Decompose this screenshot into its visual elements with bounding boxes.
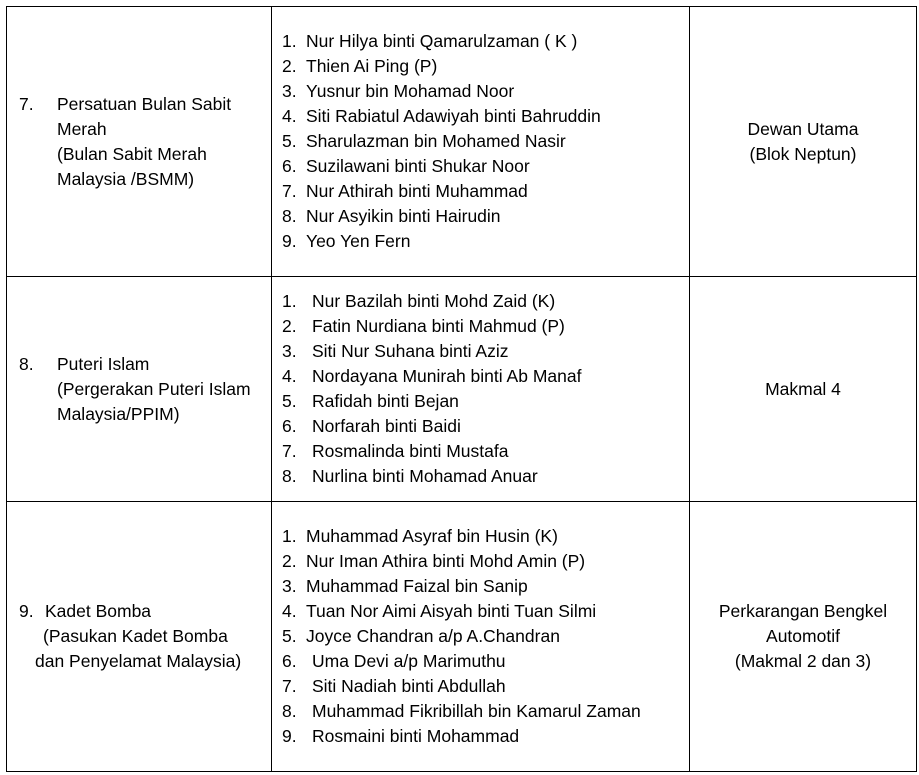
club-name-line: Malaysia/PPIM) [57, 403, 180, 424]
list-item: 1. Muhammad Asyraf bin Husin (K) [282, 526, 558, 546]
table-row [7, 7, 917, 277]
list-item: 6. Uma Devi a/p Marimuthu [282, 651, 506, 671]
venue-line: (Makmal 2 dan 3) [734, 651, 872, 671]
venue-line: (Blok Neptun) [749, 143, 857, 164]
member-list [272, 29, 689, 254]
table-row [7, 277, 917, 502]
club-cell [7, 502, 272, 772]
venue-line: Dewan Utama [747, 118, 859, 139]
venue-line: Perkarangan Bengkel [718, 601, 888, 621]
row-number: 7. [19, 93, 34, 114]
list-item: 4. Nordayana Munirah binti Ab Manaf [282, 366, 582, 386]
venue-cell [690, 277, 917, 502]
club-name-line: Kadet Bomba [45, 601, 152, 621]
list-item: 2. Fatin Nurdiana binti Mahmud (P) [282, 316, 565, 336]
table-row [7, 502, 917, 772]
list-item: 3. Muhammad Faizal bin Sanip [282, 576, 528, 596]
list-item: 9. Yeo Yen Fern [282, 231, 411, 251]
club-name-line: (Pergerakan Puteri Islam [57, 378, 251, 399]
club-name-line: dan Penyelamat Malaysia) [35, 651, 242, 671]
list-item: 5. Rafidah binti Bejan [282, 391, 459, 411]
club-name-line: Merah [57, 118, 107, 139]
club-name-line: Malaysia /BSMM) [57, 168, 195, 189]
member-list [272, 289, 689, 489]
list-item: 5. Joyce Chandran a/p A.Chandran [282, 626, 560, 646]
list-item: 6. Suzilawani binti Shukar Noor [282, 156, 530, 176]
list-item: 3. Yusnur bin Mohamad Noor [282, 81, 515, 101]
list-item: 8. Muhammad Fikribillah bin Kamarul Zaman [282, 701, 641, 721]
venue-cell [690, 7, 917, 277]
venue-line: Makmal 4 [765, 378, 841, 399]
club-name-line: (Bulan Sabit Merah [57, 143, 207, 164]
club-name-line: Puteri Islam [57, 353, 150, 374]
club-cell [7, 277, 272, 502]
list-item: 5. Sharulazman bin Mohamed Nasir [282, 131, 566, 151]
list-item: 7. Rosmalinda binti Mustafa [282, 441, 509, 461]
list-item: 3. Siti Nur Suhana binti Aziz [282, 341, 509, 361]
list-item: 9. Rosmaini binti Mohammad [282, 726, 520, 746]
list-item: 8. Nurlina binti Mohamad Anuar [282, 466, 538, 486]
list-item: 2. Thien Ai Ping (P) [282, 56, 438, 76]
venue-cell [690, 502, 917, 772]
members-cell [272, 277, 690, 502]
row-number: 8. [19, 353, 34, 374]
member-list [272, 524, 689, 749]
club-name-line: Persatuan Bulan Sabit [57, 93, 232, 114]
club-name-line: (Pasukan Kadet Bomba [43, 626, 228, 646]
club-assignment-table [6, 6, 917, 772]
list-item: 4. Tuan Nor Aimi Aisyah binti Tuan Silmi [282, 601, 597, 621]
list-item: 7. Siti Nadiah binti Abdullah [282, 676, 506, 696]
club-cell [7, 7, 272, 277]
list-item: 4. Siti Rabiatul Adawiyah binti Bahruddin [282, 106, 601, 126]
list-item: 1. Nur Bazilah binti Mohd Zaid (K) [282, 291, 556, 311]
members-cell [272, 502, 690, 772]
list-item: 7. Nur Athirah binti Muhammad [282, 181, 528, 201]
list-item: 6. Norfarah binti Baidi [282, 416, 461, 436]
list-item: 8. Nur Asyikin binti Hairudin [282, 206, 501, 226]
members-cell [272, 7, 690, 277]
list-item: 2. Nur Iman Athira binti Mohd Amin (P) [282, 551, 586, 571]
list-item: 1. Nur Hilya binti Qamarulzaman ( K ) [282, 31, 578, 51]
row-number: 9. [19, 601, 34, 621]
venue-line: Automotif [766, 626, 840, 646]
